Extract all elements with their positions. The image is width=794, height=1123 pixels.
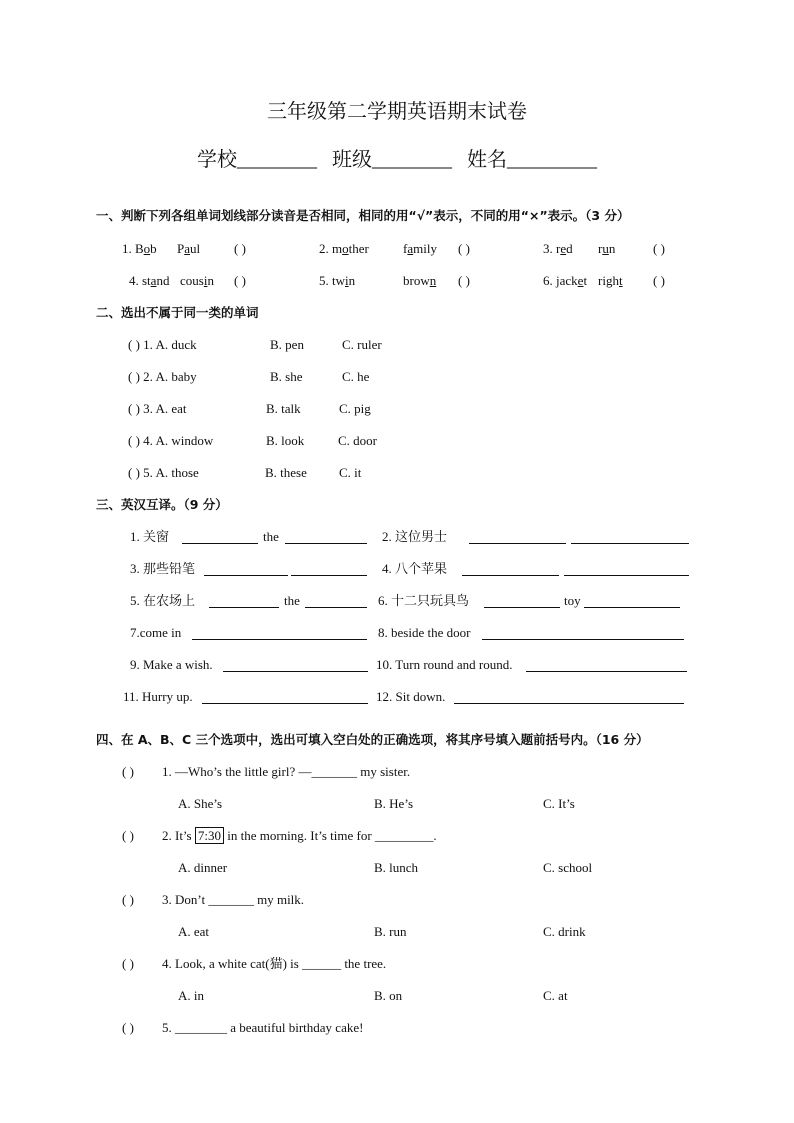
s1-item-5-word2: brown (403, 273, 437, 288)
s3-item-6-mid: toy (564, 593, 581, 608)
s3-item-4-blank-b[interactable] (564, 562, 689, 576)
s3-item-11: 11. Hurry up. (123, 689, 193, 704)
s4-q1-option-a[interactable]: A. She’s (178, 796, 223, 811)
s2-q1-option-a[interactable]: ( ) 1. A. duck (128, 337, 197, 352)
s3-item-5-mid: the (284, 593, 300, 608)
s3-item-5: 5. 在农场上 (130, 593, 196, 608)
s3-item-5-blank-a[interactable] (209, 594, 279, 608)
s1-item-3: 3. red (543, 241, 573, 256)
s4-q4-option-b[interactable]: B. on (374, 988, 403, 1003)
s1-item-6-word2: right (598, 273, 623, 288)
s4-q2-answer[interactable]: ( ) (122, 828, 134, 843)
s1-item-5: 5. twin (319, 273, 356, 288)
s3-item-1-blank-b[interactable] (285, 530, 367, 544)
s4-q1-answer[interactable]: ( ) (122, 764, 134, 779)
name-field[interactable]: 姓名_________ (467, 149, 597, 171)
clock-time-box: 7:30 (195, 827, 224, 844)
s4-q4-answer[interactable]: ( ) (122, 956, 134, 971)
school-field[interactable]: 学校________ (197, 149, 317, 171)
section-3-heading: 三、英汉互译。（9 分） (96, 497, 228, 512)
s1-item-4: 4. stand (129, 273, 170, 288)
s3-item-2: 2. 这位男士 (382, 529, 448, 544)
s2-q3-option-a[interactable]: ( ) 3. A. eat (128, 401, 187, 416)
s1-item-1-word2: Paul (177, 241, 201, 256)
student-info-line (0, 148, 794, 172)
s4-q3-stem: 3. Don’t _______ my milk. (162, 892, 305, 907)
s3-item-3-blank-b[interactable] (291, 562, 367, 576)
s3-item-7: 7.come in (130, 625, 182, 640)
s1-item-6-answer[interactable]: ( ) (653, 273, 665, 288)
s1-item-2: 2. mother (319, 241, 369, 256)
section-1-heading: 一、判断下列各组单词划线部分读音是否相同，相同的用“√”表示，不同的用“×”表示。（3 分） (96, 208, 630, 223)
s3-item-12: 12. Sit down. (376, 689, 446, 704)
s1-item-1: 1. Bob (122, 241, 157, 256)
s3-item-8-blank[interactable] (482, 626, 684, 640)
s3-item-10: 10. Turn round and round. (376, 657, 513, 672)
s4-q3-option-b[interactable]: B. run (374, 924, 407, 939)
s3-item-11-blank[interactable] (202, 690, 368, 704)
s2-q5-option-b: B. these (265, 465, 307, 480)
s2-q5-option-a[interactable]: ( ) 5. A. those (128, 465, 199, 480)
s3-item-6-blank-a[interactable] (484, 594, 560, 608)
s4-q5-stem: 5. ________ a beautiful birthday cake! (162, 1020, 364, 1035)
s4-q3-option-c[interactable]: C. drink (543, 924, 586, 939)
s3-item-1-blank-a[interactable] (182, 530, 258, 544)
s2-q2-option-a[interactable]: ( ) 2. A. baby (128, 369, 197, 384)
s1-item-3-word2: run (598, 241, 616, 256)
s4-q4-stem: 4. Look, a white cat(猫) is ______ the tree. (162, 956, 387, 971)
s3-item-6-blank-b[interactable] (584, 594, 680, 608)
s3-item-4: 4. 八个苹果 (382, 561, 448, 576)
s2-q1-option-b: B. pen (270, 337, 304, 352)
s3-item-8: 8. beside the door (378, 625, 471, 640)
s3-item-12-blank[interactable] (454, 690, 684, 704)
s1-item-3-answer[interactable]: ( ) (653, 241, 665, 256)
s4-q4-option-a[interactable]: A. in (178, 988, 204, 1003)
s2-q4-option-c: C. door (338, 433, 377, 448)
section-4-heading: 四、在 A、B、C 三个选项中，选出可填入空白处的正确选项，将其序号填入题前括号内。（16 分） (96, 732, 649, 747)
s4-q2-option-b[interactable]: B. lunch (374, 860, 419, 875)
s1-item-1-answer[interactable]: ( ) (234, 241, 246, 256)
s3-item-7-blank[interactable] (192, 626, 367, 640)
s4-q1-option-c[interactable]: C. It’s (543, 796, 575, 811)
s2-q4-option-a[interactable]: ( ) 4. A. window (128, 433, 214, 448)
section-2-heading: 二、选出不属于同一类的单词 (96, 305, 259, 320)
s2-q4-option-b: B. look (266, 433, 305, 448)
s4-q1-stem: 1. —Who’s the little girl? —_______ my sister. (162, 764, 411, 779)
s3-item-2-blank-b[interactable] (571, 530, 689, 544)
s1-item-2-word2: family (403, 241, 437, 256)
s4-q2-option-c[interactable]: C. school (543, 860, 593, 875)
s3-item-2-blank-a[interactable] (469, 530, 566, 544)
s2-q5-option-c: C. it (339, 465, 362, 480)
s3-item-4-blank-a[interactable] (462, 562, 559, 576)
s4-q4-option-c[interactable]: C. at (543, 988, 568, 1003)
s4-q5-answer[interactable]: ( ) (122, 1020, 134, 1035)
s4-q3-answer[interactable]: ( ) (122, 892, 134, 907)
s1-item-4-word2: cousin (180, 273, 214, 288)
s4-q1-blank[interactable]: _______ (311, 764, 357, 779)
s3-item-6: 6. 十二只玩具鸟 (378, 593, 470, 608)
s1-item-4-answer[interactable]: ( ) (234, 273, 246, 288)
s1-item-5-answer[interactable]: ( ) (458, 273, 470, 288)
s3-item-3-blank-a[interactable] (204, 562, 288, 576)
s1-item-2-answer[interactable]: ( ) (458, 241, 470, 256)
page-title: 三年级第二学期英语期末试卷 (267, 101, 527, 123)
s2-q1-option-c: C. ruler (342, 337, 382, 352)
s2-q2-option-c: C. he (342, 369, 370, 384)
s1-item-6: 6. jacket (543, 273, 588, 288)
s4-q2-option-a[interactable]: A. dinner (178, 860, 228, 875)
s4-q3-option-a[interactable]: A. eat (178, 924, 210, 939)
s4-q1-option-b[interactable]: B. He’s (374, 796, 413, 811)
s3-item-9: 9. Make a wish. (130, 657, 213, 672)
s3-item-9-blank[interactable] (223, 658, 368, 672)
s2-q2-option-b: B. she (270, 369, 303, 384)
s3-item-1: 1. 关窗 (130, 529, 170, 544)
s3-item-10-blank[interactable] (526, 658, 687, 672)
class-field[interactable]: 班级________ (332, 149, 452, 171)
s3-item-5-blank-b[interactable] (305, 594, 367, 608)
s3-item-3: 3. 那些铅笔 (130, 561, 196, 576)
s4-q2-stem: 2. It’s 7:30 in the morning. It’s time for _________. (162, 828, 437, 843)
s2-q3-option-b: B. talk (266, 401, 301, 416)
s3-item-1-mid: the (263, 529, 279, 544)
s2-q3-option-c: C. pig (339, 401, 371, 416)
